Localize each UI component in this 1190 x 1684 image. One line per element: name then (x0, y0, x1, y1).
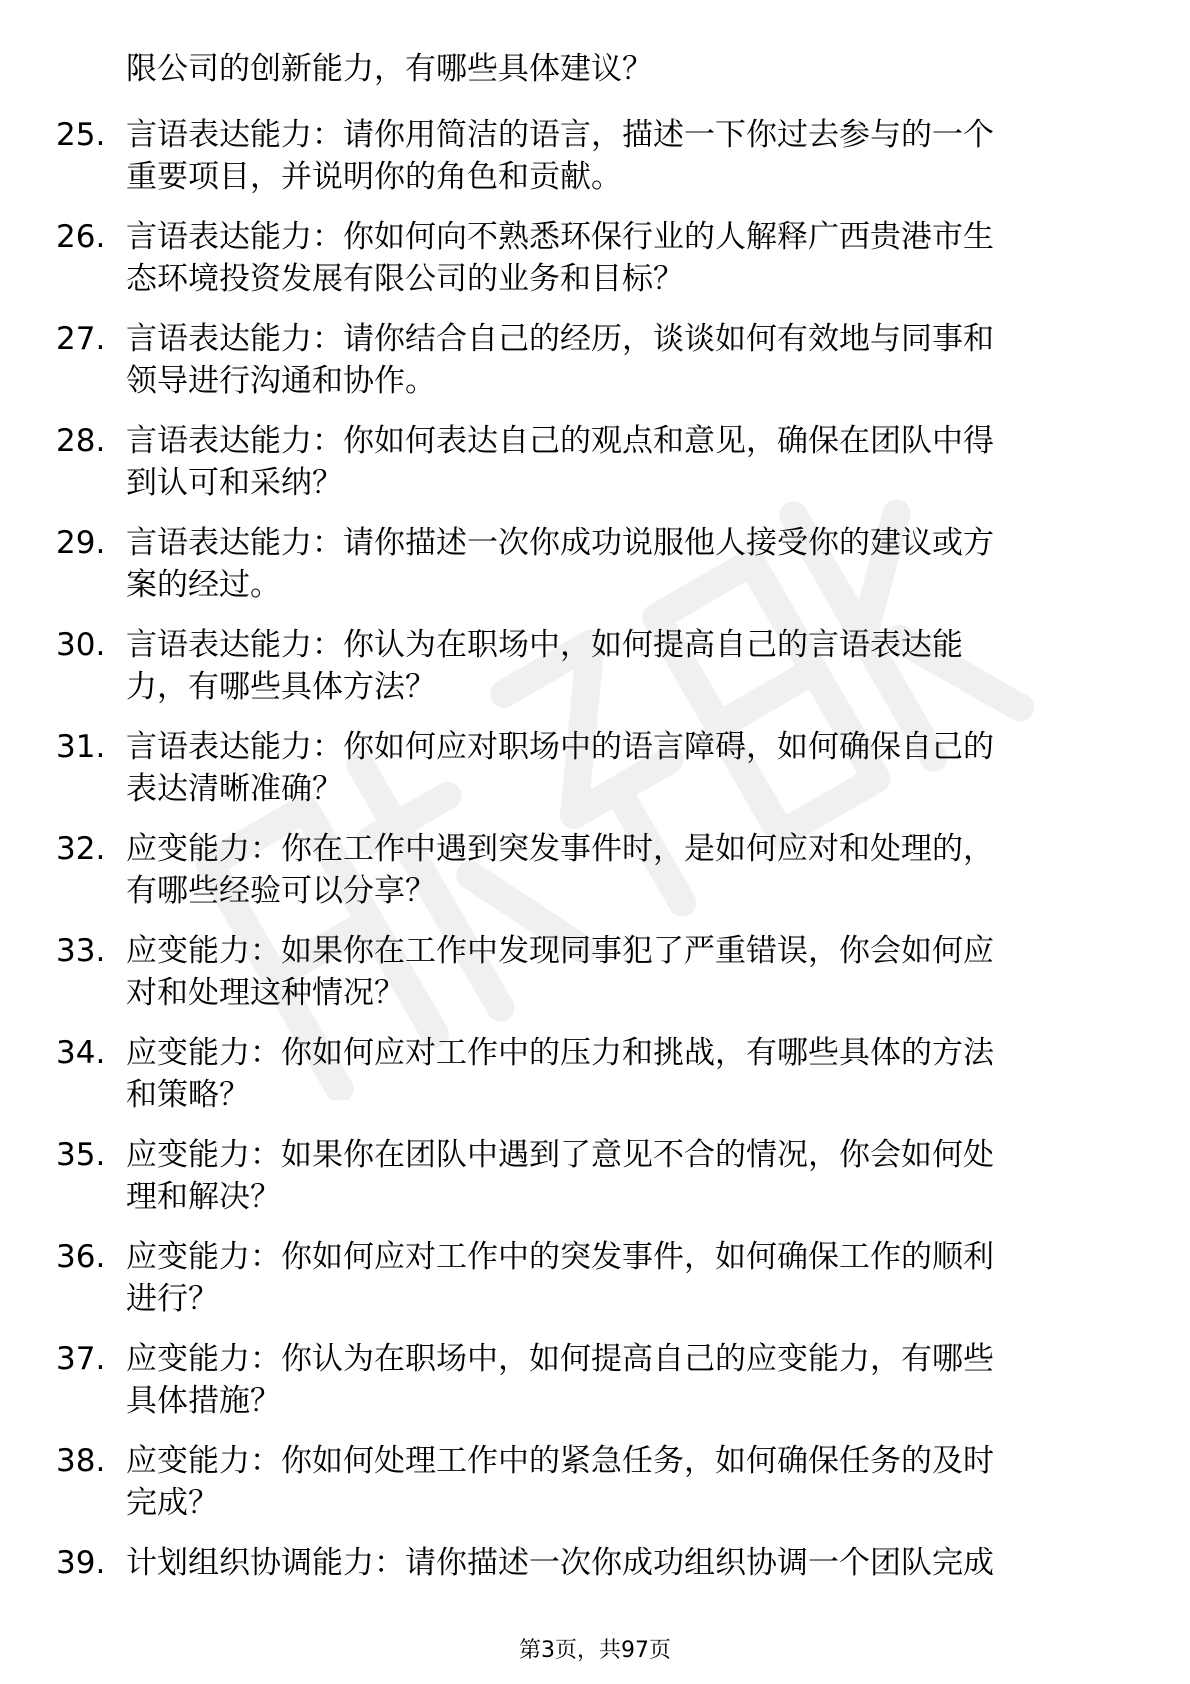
question-number: 37. (56, 1341, 106, 1377)
question-number: 26. (56, 219, 106, 255)
question-item (0, 1338, 1190, 1440)
question-number: 30. (56, 627, 106, 663)
question-text-line: 进行？ (126, 1281, 219, 1317)
question-item (0, 1542, 1190, 1644)
question-item (0, 726, 1190, 828)
question-number: 27. (56, 321, 106, 357)
question-text-line: 言语表达能力：请你描述一次你成功说服他人接受你的建议或方 (126, 525, 994, 561)
question-text-line: 有哪些经验可以分享？ (126, 873, 436, 909)
question-text-line: 计划组织协调能力：请你描述一次你成功组织协调一个团队完成 (126, 1545, 994, 1581)
question-number: 31. (56, 729, 106, 765)
question-text-line: 应变能力：你如何应对工作中的突发事件，如何确保工作的顺利 (126, 1239, 994, 1275)
question-text-line: 言语表达能力：你认为在职场中，如何提高自己的言语表达能 (126, 627, 963, 663)
question-number: 39. (56, 1545, 106, 1581)
question-item (0, 828, 1190, 930)
question-text-line: 应变能力：如果你在团队中遇到了意见不合的情况，你会如何处 (126, 1137, 994, 1173)
question-number: 38. (56, 1443, 106, 1479)
question-text-line: 案的经过。 (126, 567, 281, 603)
question-item (0, 624, 1190, 726)
question-text-line: 言语表达能力：你如何表达自己的观点和意见，确保在团队中得 (126, 423, 994, 459)
continuation-text: 限公司的创新能力，有哪些具体建议？ (126, 51, 653, 87)
question-text-line: 和策略？ (126, 1077, 250, 1113)
question-item (0, 522, 1190, 624)
question-item (0, 1134, 1190, 1236)
question-text-line: 到认可和采纳？ (126, 465, 343, 501)
question-item (0, 114, 1190, 216)
question-text-line: 具体措施？ (126, 1383, 281, 1419)
question-text-line: 对和处理这种情况？ (126, 975, 405, 1011)
question-text-line: 言语表达能力：你如何向不熟悉环保行业的人解释广西贵港市生 (126, 219, 994, 255)
question-text-line: 应变能力：如果你在工作中发现同事犯了严重错误，你会如何应 (126, 933, 994, 969)
question-number: 33. (56, 933, 106, 969)
question-text-line: 力，有哪些具体方法？ (126, 669, 436, 705)
question-text-line: 重要项目，并说明你的角色和贡献。 (126, 159, 622, 195)
question-number: 35. (56, 1137, 106, 1173)
question-text-line: 理和解决？ (126, 1179, 281, 1215)
question-item (0, 930, 1190, 1032)
question-text-line: 领导进行沟通和协作。 (126, 363, 436, 399)
question-number: 34. (56, 1035, 106, 1071)
page-footer: 第3页，共97页 (519, 1638, 671, 1663)
question-text-line: 完成？ (126, 1485, 219, 1521)
question-number: 36. (56, 1239, 106, 1275)
question-text-line: 应变能力：你如何应对工作中的压力和挑战，有哪些具体的方法 (126, 1035, 994, 1071)
question-text-line: 言语表达能力：请你结合自己的经历，谈谈如何有效地与同事和 (126, 321, 994, 357)
question-item (0, 318, 1190, 420)
question-number: 29. (56, 525, 106, 561)
question-text-line: 态环境投资发展有限公司的业务和目标？ (126, 261, 684, 297)
question-item (0, 420, 1190, 522)
question-text-line: 言语表达能力：你如何应对职场中的语言障碍，如何确保自己的 (126, 729, 994, 765)
question-number: 32. (56, 831, 106, 867)
question-text-line: 应变能力：你认为在职场中，如何提高自己的应变能力，有哪些 (126, 1341, 994, 1377)
question-number: 28. (56, 423, 106, 459)
question-item (0, 1032, 1190, 1134)
question-text-line: 表达清晰准确？ (126, 771, 343, 807)
question-item (0, 216, 1190, 318)
question-list (0, 114, 1190, 1644)
question-text-line: 言语表达能力：请你用简洁的语言，描述一下你过去参与的一个 (126, 117, 994, 153)
question-item (0, 1440, 1190, 1542)
question-number: 25. (56, 117, 106, 153)
question-item (0, 1236, 1190, 1338)
question-text-line: 应变能力：你如何处理工作中的紧急任务，如何确保任务的及时 (126, 1443, 994, 1479)
question-text-line: 应变能力：你在工作中遇到突发事件时，是如何应对和处理的， (126, 831, 994, 867)
